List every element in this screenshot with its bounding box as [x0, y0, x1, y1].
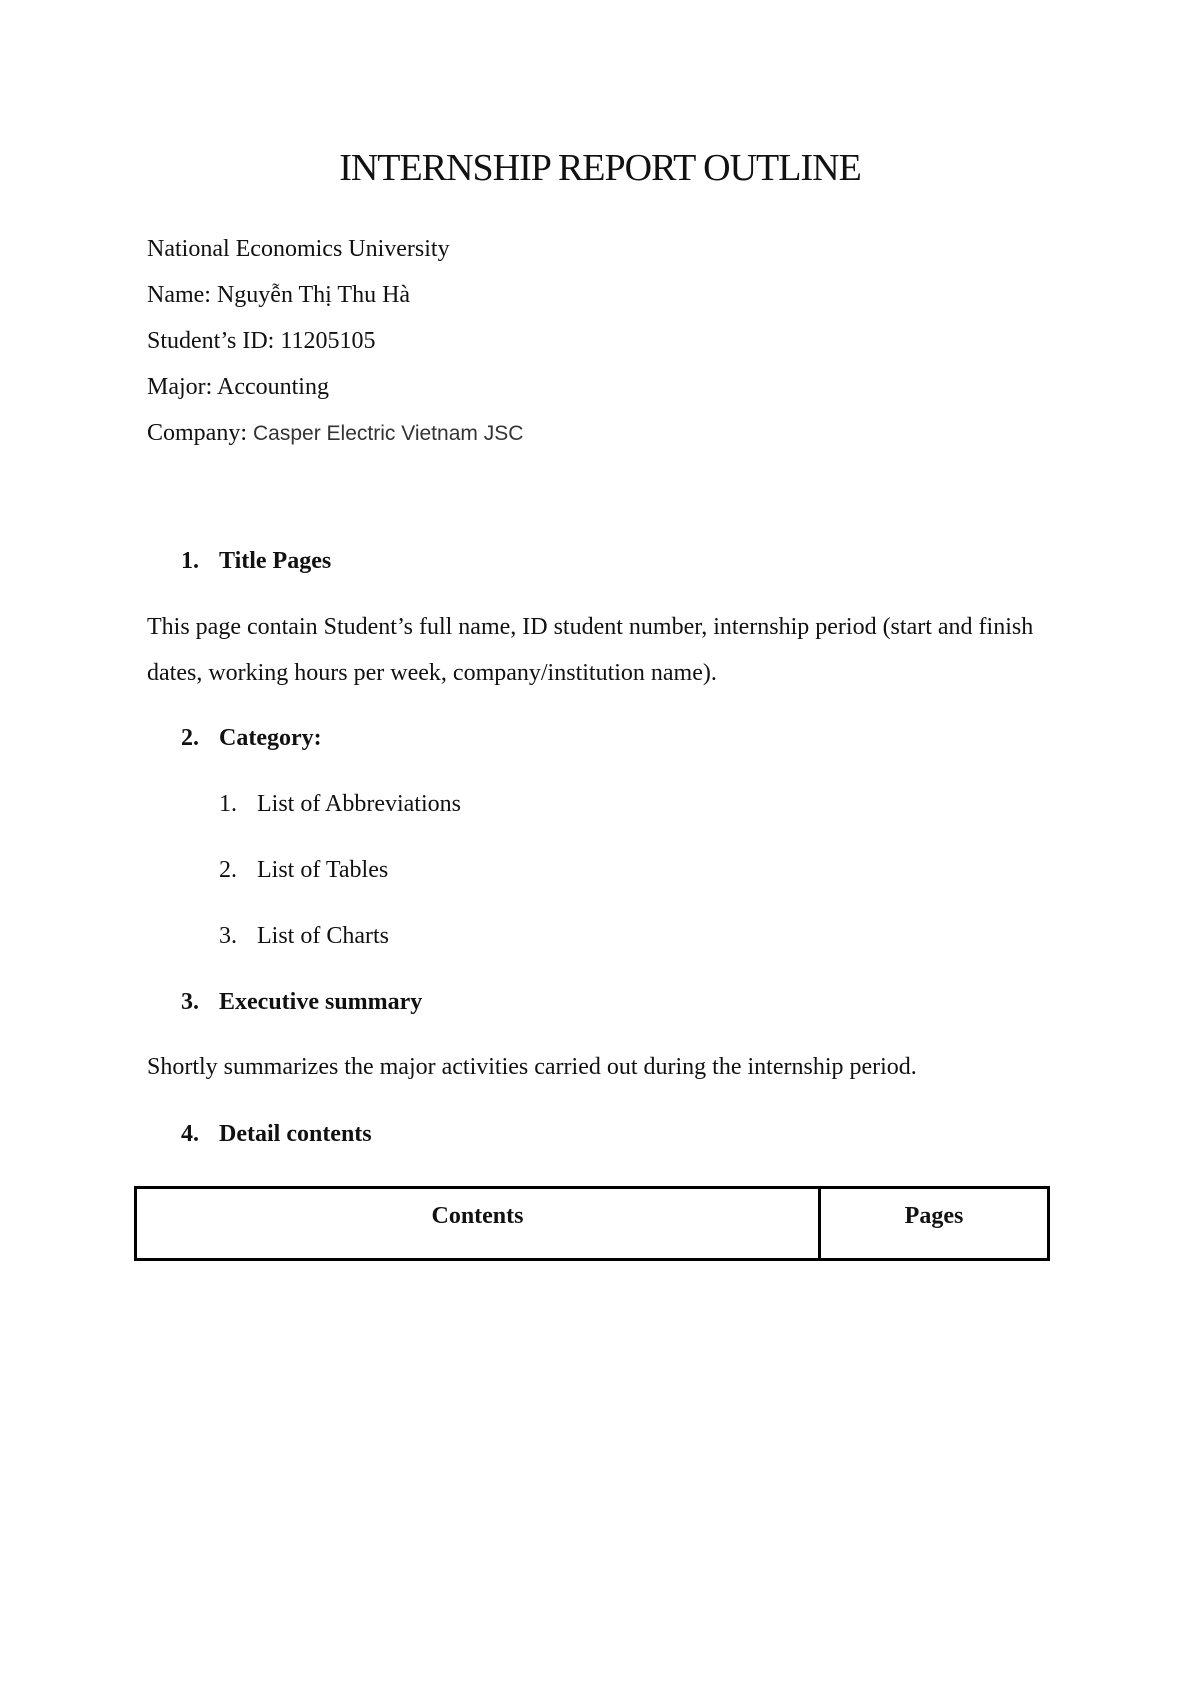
student-id-line: Student’s ID: 11205105	[147, 328, 376, 354]
table-header-row	[136, 1188, 1049, 1260]
student-name-line: Name: Nguyễn Thị Thu Hà	[147, 282, 411, 308]
section-number: 2.	[181, 725, 199, 751]
executive-summary-description: Shortly summarizes the major activities carried out during the internship period.	[147, 1054, 917, 1080]
section-number: 3.	[181, 989, 199, 1015]
table-header-pages: Pages	[820, 1188, 1049, 1260]
item-number: 2.	[219, 857, 237, 883]
document-title: INTERNSHIP REPORT OUTLINE	[339, 147, 861, 189]
item-number: 3.	[219, 923, 237, 949]
company-name: Casper Electric Vietnam JSC	[253, 422, 524, 445]
section-heading-executive-summary	[181, 989, 422, 1016]
item-label: List of Charts	[257, 923, 389, 949]
university-line: National Economics University	[147, 236, 450, 262]
section-title: Title Pages	[219, 548, 332, 574]
item-number: 1.	[219, 791, 237, 817]
contents-table	[134, 1186, 1050, 1261]
section-title: Category:	[219, 725, 322, 751]
category-item-charts	[219, 923, 389, 950]
section-title: Detail contents	[219, 1121, 372, 1147]
major-line: Major: Accounting	[147, 374, 329, 400]
table-header-contents: Contents	[136, 1188, 820, 1260]
section-number: 4.	[181, 1121, 199, 1147]
item-label: List of Tables	[257, 857, 389, 883]
company-line	[147, 420, 523, 447]
section-heading-title-pages	[181, 548, 331, 575]
item-label: List of Abbreviations	[257, 791, 461, 817]
category-item-tables	[219, 857, 388, 884]
company-label: Company:	[147, 420, 247, 446]
section-heading-category	[181, 725, 322, 752]
category-item-abbreviations	[219, 791, 461, 818]
section-heading-detail-contents	[181, 1121, 372, 1148]
title-pages-description: This page contain Student’s full name, ID student number, internship period (start and finish dates, working hours per week, company/institution name).	[147, 614, 1034, 686]
section-number: 1.	[181, 548, 199, 574]
section-title: Executive summary	[219, 989, 423, 1015]
